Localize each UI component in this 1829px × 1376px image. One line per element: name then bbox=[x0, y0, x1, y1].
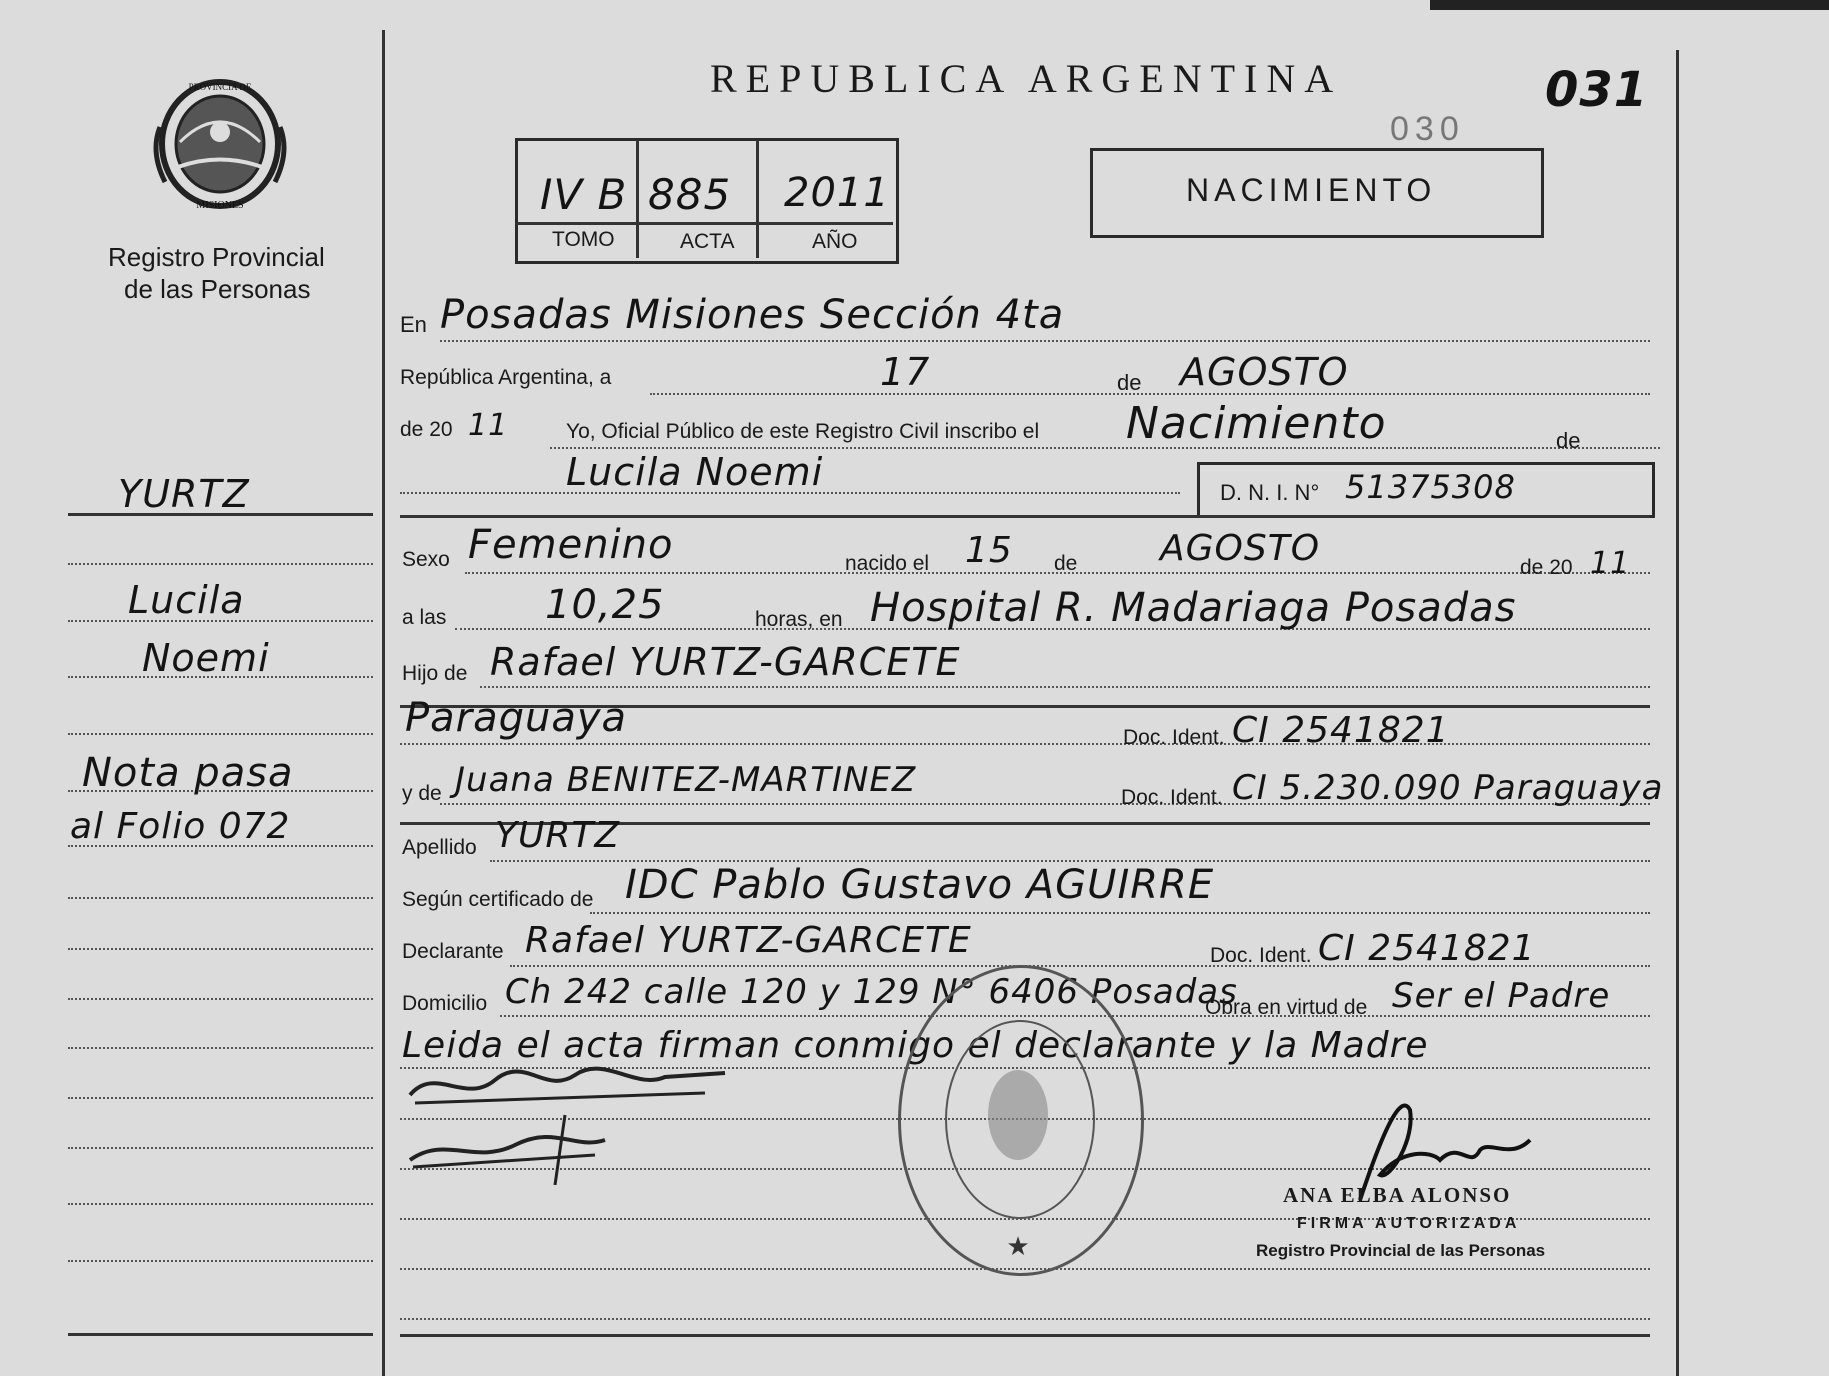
record-type: NACIMIENTO bbox=[1186, 172, 1437, 208]
seal-bottom-text: MISIONES bbox=[196, 200, 244, 211]
dni-label: D. N. I. N° bbox=[1220, 480, 1320, 505]
horas-label: horas, en bbox=[755, 608, 843, 631]
scan-edge bbox=[1430, 0, 1829, 10]
mother-doc: CI 5.230.090 Paraguaya bbox=[1232, 768, 1664, 808]
anio-value: 2011 bbox=[784, 170, 890, 216]
tomo-value: IV B bbox=[540, 170, 628, 219]
declarante-label: Declarante bbox=[402, 940, 504, 963]
y-de-label: y de bbox=[402, 782, 442, 805]
father-name: Rafael YURTZ-GARCETE bbox=[490, 640, 961, 684]
domicilio-label: Domicilio bbox=[402, 992, 488, 1015]
place-value: Posadas Misiones Sección 4ta bbox=[440, 292, 1065, 338]
margin-note-line1: Nota pasa bbox=[82, 750, 294, 796]
year-value: 11 bbox=[468, 408, 509, 443]
certificate-value: IDC Pablo Gustavo AGUIRRE bbox=[625, 862, 1215, 908]
official-text: Yo, Oficial Público de este Registro Civil inscribo el bbox=[566, 420, 1040, 443]
faded-stamp-number: 030 bbox=[1390, 110, 1465, 148]
birth-time: 10,25 bbox=[545, 582, 665, 628]
a-las-label: a las bbox=[402, 606, 447, 629]
domicilio-value: Ch 242 calle 120 y 129 N° 6406 Posadas bbox=[505, 972, 1238, 1012]
birth-place: Hospital R. Madariaga Posadas bbox=[870, 585, 1517, 631]
right-border bbox=[1676, 50, 1679, 1376]
de-label: de bbox=[1117, 370, 1142, 395]
country-title: REPUBLICA ARGENTINA bbox=[710, 56, 1343, 101]
doc-label-2: Doc. Ident. bbox=[1121, 786, 1223, 809]
nacido-label: nacido el bbox=[845, 552, 930, 575]
republic-label: República Argentina, a bbox=[400, 366, 612, 389]
declarante-value: Rafael YURTZ-GARCETE bbox=[525, 920, 972, 961]
apellido-value: YURTZ bbox=[495, 815, 621, 856]
registry-name-line2: de las Personas bbox=[124, 274, 311, 304]
closing-text: Leida el acta firman conmigo el declarante y la Madre bbox=[402, 1025, 1429, 1066]
de-label-2: de bbox=[1556, 428, 1581, 453]
de-label-3: de bbox=[1054, 552, 1078, 575]
obra-value: Ser el Padre bbox=[1392, 976, 1611, 1016]
margin-divider bbox=[382, 30, 385, 1376]
doc-label-3: Doc. Ident. bbox=[1210, 944, 1312, 967]
segun-label: Según certificado de bbox=[402, 888, 594, 911]
event-value: Nacimiento bbox=[1126, 398, 1387, 449]
official-role: FIRMA AUTORIZADA bbox=[1297, 1215, 1521, 1232]
sexo-label: Sexo bbox=[402, 548, 450, 571]
apellido-label: Apellido bbox=[402, 836, 477, 859]
en-label: En bbox=[400, 312, 427, 337]
sexo-value: Femenino bbox=[468, 522, 674, 568]
hijo-label: Hijo de bbox=[402, 662, 468, 685]
registration-day: 17 bbox=[880, 350, 931, 394]
dni-value: 51375308 bbox=[1345, 468, 1516, 506]
official-office: Registro Provincial de las Personas bbox=[1256, 1241, 1546, 1260]
year-label: de 20 bbox=[400, 418, 453, 441]
margin-second-name: Noemi bbox=[142, 636, 270, 680]
father-nationality: Paraguaya bbox=[405, 695, 628, 741]
acta-value: 885 bbox=[648, 170, 732, 219]
registration-month: AGOSTO bbox=[1180, 350, 1349, 394]
margin-first-name: Lucila bbox=[128, 578, 245, 622]
official-name: ANA ELBA ALONSO bbox=[1283, 1183, 1512, 1207]
declarant-signatures bbox=[405, 1055, 735, 1185]
obra-label: Obra en virtud de bbox=[1205, 996, 1368, 1019]
seal-top-text: PROVINCIA DE bbox=[188, 82, 252, 92]
tomo-label: TOMO bbox=[552, 228, 615, 251]
birth-month: AGOSTO bbox=[1160, 528, 1321, 569]
anio-label: AÑO bbox=[812, 230, 858, 253]
registry-name-line1: Registro Provincial bbox=[108, 242, 325, 272]
father-doc: CI 2541821 bbox=[1232, 710, 1450, 751]
birth-year-value: 11 bbox=[1590, 546, 1631, 581]
svg-text:★: ★ bbox=[1006, 1231, 1030, 1261]
declarante-doc: CI 2541821 bbox=[1318, 928, 1536, 969]
mother-name: Juana BENITEZ-MARTINEZ bbox=[455, 760, 917, 800]
doc-label-1: Doc. Ident. bbox=[1123, 726, 1225, 749]
birth-day: 15 bbox=[965, 530, 1013, 571]
folio-number: 031 bbox=[1545, 62, 1649, 118]
margin-surname: YURTZ bbox=[118, 472, 250, 516]
margin-note-line2: al Folio 072 bbox=[70, 806, 291, 847]
provincial-seal-logo bbox=[150, 72, 290, 217]
child-name: Lucila Noemi bbox=[566, 450, 824, 494]
birth-year-label: de 20 bbox=[1520, 556, 1573, 579]
acta-label: ACTA bbox=[680, 230, 735, 253]
